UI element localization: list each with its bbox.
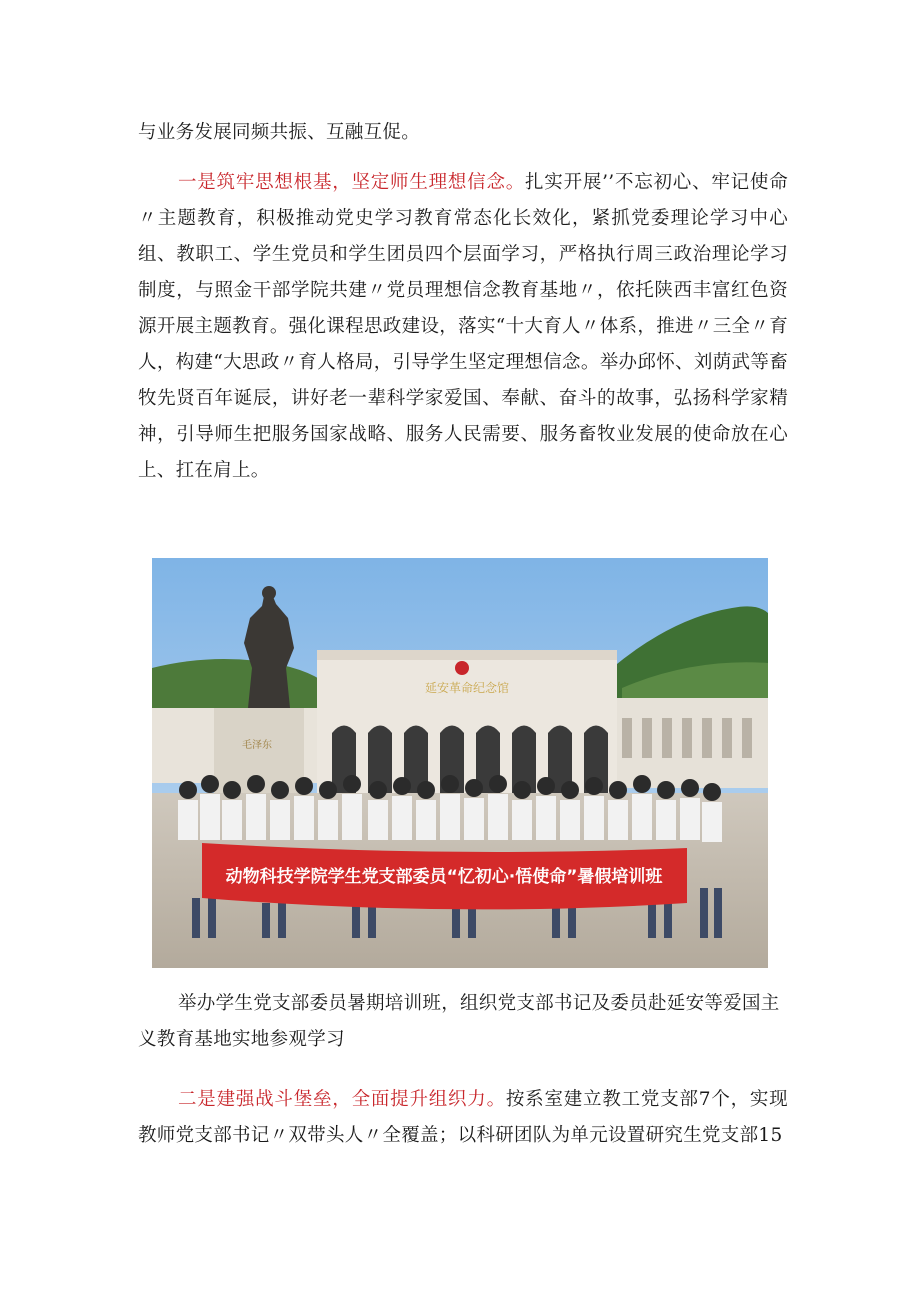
banner-text: 动物科技学院学生党支部委员“忆初心·悟使命”暑假培训班 xyxy=(225,867,663,887)
paragraph-two-body: 按系室建立教工党支部7个，实现教师党支部书记〃双带头人〃全覆盖；以科研团队为单元设置研究生党支部15 xyxy=(138,1089,788,1146)
group-photo xyxy=(152,558,768,968)
group-photo-illustration xyxy=(152,558,768,968)
paragraph-continuation: 与业务发展同频共振、互融互促。 xyxy=(138,122,421,143)
section-heading-two: 二是建强战斗堡垒，全面提升组织力。 xyxy=(178,1089,506,1110)
paragraph-one-body: 扎实开展’’不忘初心、牢记使命〃主题教育，积极推动党史学习教育常态化长效化，紧抓党委理论学习中心组、教职工、学生党员和学生团员四个层面学习，严格执行周三政治理论学习制度，与照金干部学院共建〃党员理想信念教育基地〃，依托陕西丰富红色资源开展主题教育。强化课程思政建设，落实“十大育人〃体系，推进〃三全〃育人，构建“大思政〃育人格局，引导学生坚定理想信念。举办邱怀、刘荫武等畜牧先贤百年诞辰，讲好老一辈科学家爱国、奉献、奋斗的故事，弘扬科学家精神，引导师生把服务国家战略、服务人民需要、服务畜牧业发展的使命放在心上、扛在肩上。 xyxy=(138,172,788,481)
statue-plaque-text: 毛泽东 xyxy=(242,740,272,751)
paragraph-two xyxy=(138,1082,788,1154)
building-sign-text: 延安革命纪念馆 xyxy=(424,681,510,695)
section-heading-one: 一是筑牢思想根基，坚定师生理想信念。 xyxy=(178,172,526,193)
photo-caption: 举办学生党支部委员暑期培训班，组织党支部书记及委员赴延安等爱国主义教育基地实地参观学习 xyxy=(138,993,780,1050)
paragraph-one xyxy=(138,165,788,489)
